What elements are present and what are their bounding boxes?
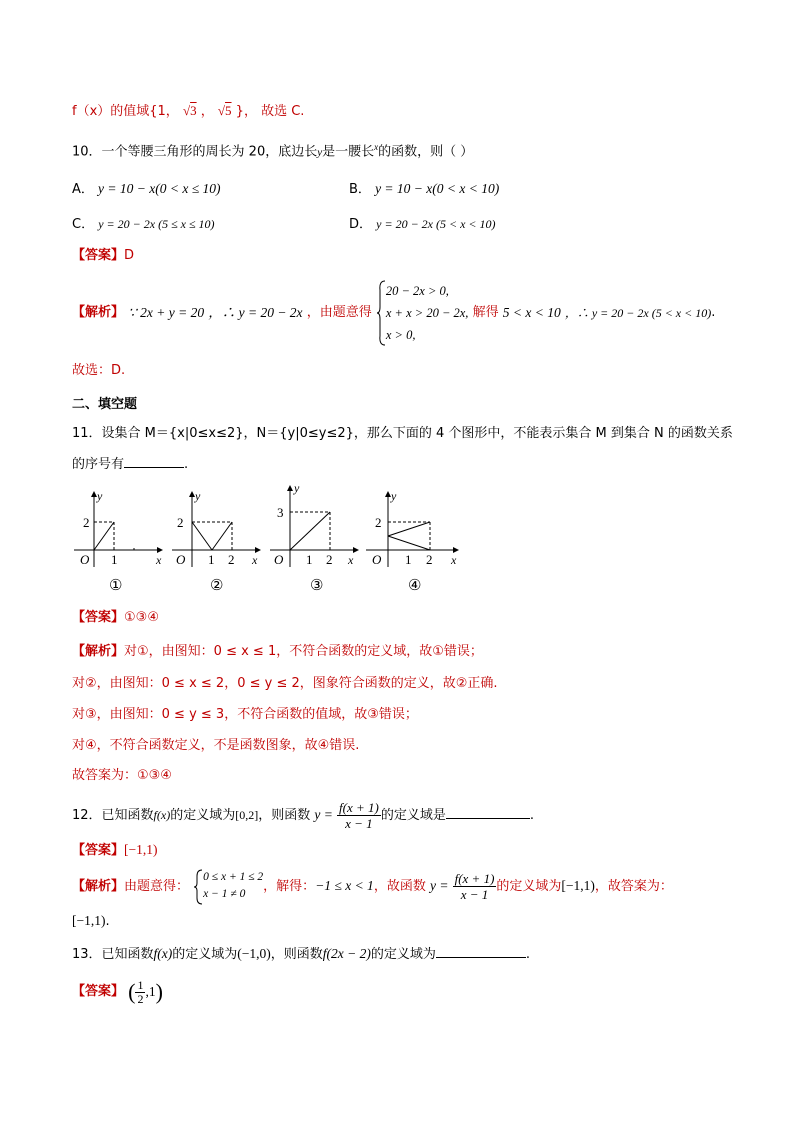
graph-label: ③ — [310, 578, 324, 594]
q11-analysis-4: 对④，不符合函数定义，不是函数图象，故④错误. — [72, 738, 360, 753]
x-tick: 2 — [426, 552, 433, 567]
q11-analysis-2: 对②，由图知：0 ≤ x ≤ 2，0 ≤ y ≤ 2，图象符合函数的定义，故②正确. — [72, 676, 498, 691]
q12-analysis-fraction: $\frac{f(x + 1)}{x - 1}$ — [454, 871, 495, 902]
q10-option-b: B． y = 10 − x(0 < x < 10) — [349, 181, 500, 197]
q10-option-a: A． y = 10 − x(0 < x ≤ 10) — [72, 181, 221, 197]
q12-analysis-end: [−1,1). — [72, 913, 110, 929]
q11-blank — [124, 455, 184, 468]
q9-tail-text: f（x）的值域{1， — [72, 104, 179, 119]
q11-conclusion: 故答案为：①③④ — [72, 768, 172, 783]
q10-system: 20 − 2x > 0, x + x > 20 − 2x, x > 0, — [376, 280, 469, 346]
q11-analysis-1: 【解析】对①，由图知：0 ≤ x ≤ 1，不符合函数的定义域，故①错误； — [72, 644, 483, 659]
x-tick: 2 — [228, 552, 235, 567]
q10-analysis: 【解析】 ∵ 2x + y = 20 ，∴ y = 20 − 2x ，由题意得 20 − 2x > 0, x + x > 20 − 2x, x > 0, 解得 5 < x < 10 ，∴ y = 20 − 2x (5 < x < 10). — [72, 280, 715, 346]
y-tick: 2 — [375, 515, 382, 530]
origin-label: O — [80, 552, 90, 567]
y-tick: 2 — [83, 515, 90, 530]
graph-1 — [74, 489, 162, 594]
y-tick: 3 — [277, 505, 284, 520]
x-tick: 1 — [306, 552, 313, 567]
section-heading: 二、填空题 — [72, 397, 138, 412]
origin-label: O — [274, 552, 284, 567]
q10-option-c: C． y = 20 − 2x (5 ≤ x ≤ 10) — [72, 217, 215, 232]
q11-answer: 【答案】①③④ — [72, 610, 159, 625]
graph-2 — [172, 489, 260, 594]
graph-label: ② — [210, 578, 224, 594]
x-tick: 2 — [326, 552, 333, 567]
origin-label: O — [372, 552, 382, 567]
x-tick: 1 — [111, 552, 118, 567]
q11-analysis-3: 对③，由图知：0 ≤ y ≤ 3，不符合函数的值域，故③错误； — [72, 707, 418, 722]
sqrt3: √3 — [182, 103, 197, 118]
q9-tail-line: f（x）的值域{1， √3 ， √5 }， 故选 C. — [72, 103, 305, 119]
graph-label: ④ — [408, 578, 422, 594]
y-axis-label: y — [391, 489, 397, 503]
y-axis-label: y — [195, 489, 201, 503]
x-axis-label: x — [252, 553, 258, 567]
q13-answer-fraction: $\frac{1}{2}$ — [137, 977, 144, 1006]
x-axis-label: x — [156, 553, 162, 567]
q12-fraction: $\frac{f(x + 1)}{x - 1}$ — [339, 800, 379, 831]
graph-3 — [270, 482, 358, 594]
y-axis-label: y — [294, 482, 300, 495]
origin-label: O — [176, 552, 186, 567]
q11-graphs — [66, 482, 466, 598]
x-tick: 1 — [405, 552, 412, 567]
q10-conclusion: 故选：D. — [72, 363, 126, 378]
x-axis-label: x — [451, 553, 457, 567]
q12-stem: 12．已知函数f(x)的定义域为[0,2]，则函数 y = $\frac{f(x + 1)}{x - 1}$ 的定义域是 . — [72, 800, 534, 831]
y-tick: 2 — [177, 515, 184, 530]
q13-stem: 13．已知函数f(x)的定义域为(−1,0)，则函数f(2x − 2)的定义域为 . — [72, 946, 531, 962]
q12-system: 0 ≤ x + 1 ≤ 2 x − 1 ≠ 0 — [193, 869, 263, 905]
q13-answer: 【答案】 ( $\frac{1}{2}$ ,1) — [72, 977, 163, 1006]
q10-answer: 【答案】D — [72, 248, 135, 263]
brace-icon — [193, 869, 203, 905]
x-tick: 1 — [208, 552, 215, 567]
x-axis-label: x — [348, 553, 354, 567]
y-axis-label: y — [97, 489, 103, 503]
q12-blank — [446, 806, 530, 819]
q11-stem-line1: 11．设集合 M＝{x|0≤x≤2}，N＝{y|0≤y≤2}，那么下面的 4 个图形中，不能表示集合 M 到集合 N 的函数关系 — [72, 426, 733, 441]
brace-icon — [376, 280, 386, 346]
q12-analysis: 【解析】由题意得： 0 ≤ x + 1 ≤ 2 x − 1 ≠ 0 ，解得：−1 ≤ x < 1，故函数 y = $\frac{f(x + 1)}{x - 1}$ 的定义域为[−1,1)，故答案为： — [72, 868, 673, 905]
sqrt5: √5 — [217, 103, 232, 118]
graph-4 — [366, 489, 458, 594]
q12-answer: 【答案】[−1,1) — [72, 842, 158, 858]
q10-stem: 10．一个等腰三角形的周长为 20，底边长y是一腰长$^x$的函数，则（ ） — [72, 142, 474, 160]
q13-blank — [436, 945, 526, 958]
q10-option-d: D． y = 20 − 2x (5 < x < 10) — [349, 217, 496, 232]
q11-stem-line2: 的序号有 . — [72, 457, 189, 472]
graph-label: ① — [109, 578, 123, 594]
